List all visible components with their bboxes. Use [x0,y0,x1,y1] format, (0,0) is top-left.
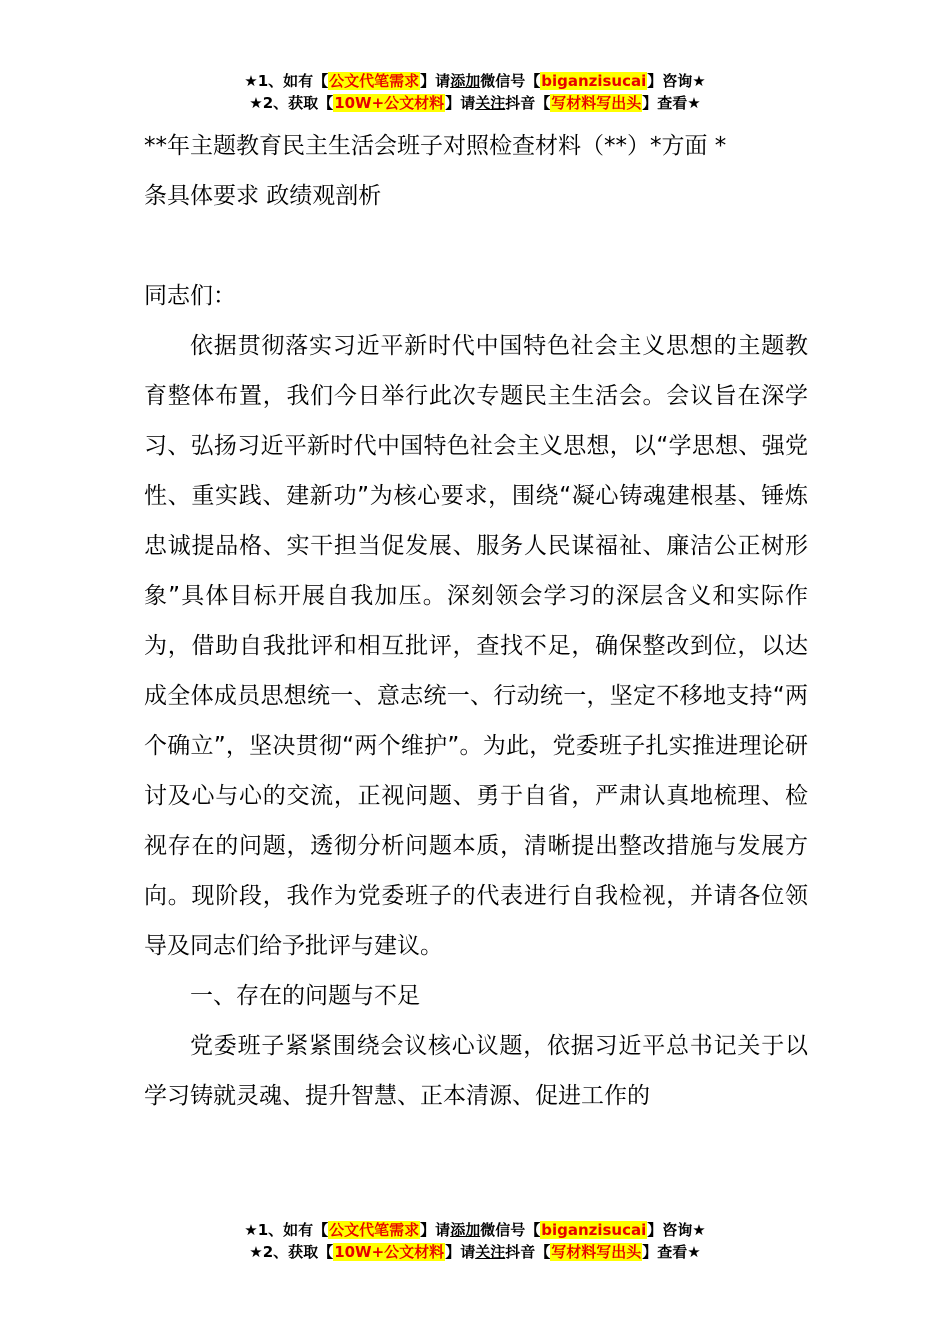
highlight-douyin-id: 写材料写出头 [551,94,642,112]
highlight-service: 公文代笔需求 [329,1221,420,1239]
banner-text: 】请 [445,1243,476,1261]
paragraph-intro: 依据贯彻落实习近平新时代中国特色社会主义思想的主题教育整体布置，我们今日举行此次专题民主生活会。会议旨在深学习、弘扬习近平新时代中国特色社会主义思想，以“学思想、强党性、重实践、建新功”为核心要求，围绕“凝心铸魂建根基、锤炼忠诚提品格、实干担当促发展、服务人民谋福祉、廉洁公正树形象”具体目标开展自我加压。深刻领会学习的深层含义和实际作为，借助自我批评和相互批评，查找不足，确保整改到位，以达成全体成员思想统一、意志统一、行动统一，坚定不移地支持“两个确立”，坚决贯彻“两个维护”。为此，党委班子扎实推进理论研讨及心与心的交流，正视问题、勇于自省，严肃认真地梳理、检视存在的问题，透彻分析问题本质，清晰提出整改措施与发展方向。现阶段，我作为党委班子的代表进行自我检视，并请各位领导及同志们给予批评与建议。 [144,333,808,959]
banner-line-2 [0,92,950,114]
banner-text: 抖音【 [505,94,551,112]
underlined-text: 添加 [450,72,481,90]
banner-text: ★1、如有【 [244,1221,329,1239]
title-line-2: 条具体要求 政绩观剖析 [144,183,382,209]
salutation: 同志们： [144,283,236,309]
banner-text: ★1、如有【 [244,72,329,90]
document-title [144,121,808,221]
banner-text: ★2、获取【 [249,94,334,112]
underlined-text: 关注 [475,94,506,112]
banner-line-2 [0,1241,950,1263]
paragraph-problems: 党委班子紧紧围绕会议核心议题，依据习近平总书记关于以学习铸就灵魂、提升智慧、正本清源、促进工作的 [144,1033,808,1109]
banner-text: 】查看★ [642,94,701,112]
banner-line-1 [0,70,950,92]
banner-text: 微信号【 [480,72,541,90]
underlined-text: 关注 [475,1243,506,1261]
banner-text: 微信号【 [480,1221,541,1239]
highlight-wechat-id: biganzisucai [541,72,647,90]
highlight-douyin-id: 写材料写出头 [551,1243,642,1261]
highlight-materials: 10W+公文材料 [334,94,445,112]
banner-text: 】请 [445,94,476,112]
underlined-text: 添加 [450,1221,481,1239]
highlight-wechat-id: biganzisucai [541,1221,647,1239]
banner-text: 】请 [420,1221,451,1239]
highlight-materials: 10W+公文材料 [334,1243,445,1261]
promo-banner-top [0,70,950,114]
banner-line-1 [0,1219,950,1241]
promo-banner-bottom [0,1219,950,1263]
banner-text: 】咨询★ [647,1221,706,1239]
banner-text: 】咨询★ [647,72,706,90]
highlight-service: 公文代笔需求 [329,72,420,90]
banner-text: 抖音【 [505,1243,551,1261]
banner-text: ★2、获取【 [249,1243,334,1261]
document-body [144,271,808,1121]
title-line-1: **年主题教育民主生活会班子对照检查材料（**）*方面 * [144,133,727,159]
banner-text: 】查看★ [642,1243,701,1261]
banner-text: 】请 [420,72,451,90]
section-heading: 一、存在的问题与不足 [190,983,420,1009]
